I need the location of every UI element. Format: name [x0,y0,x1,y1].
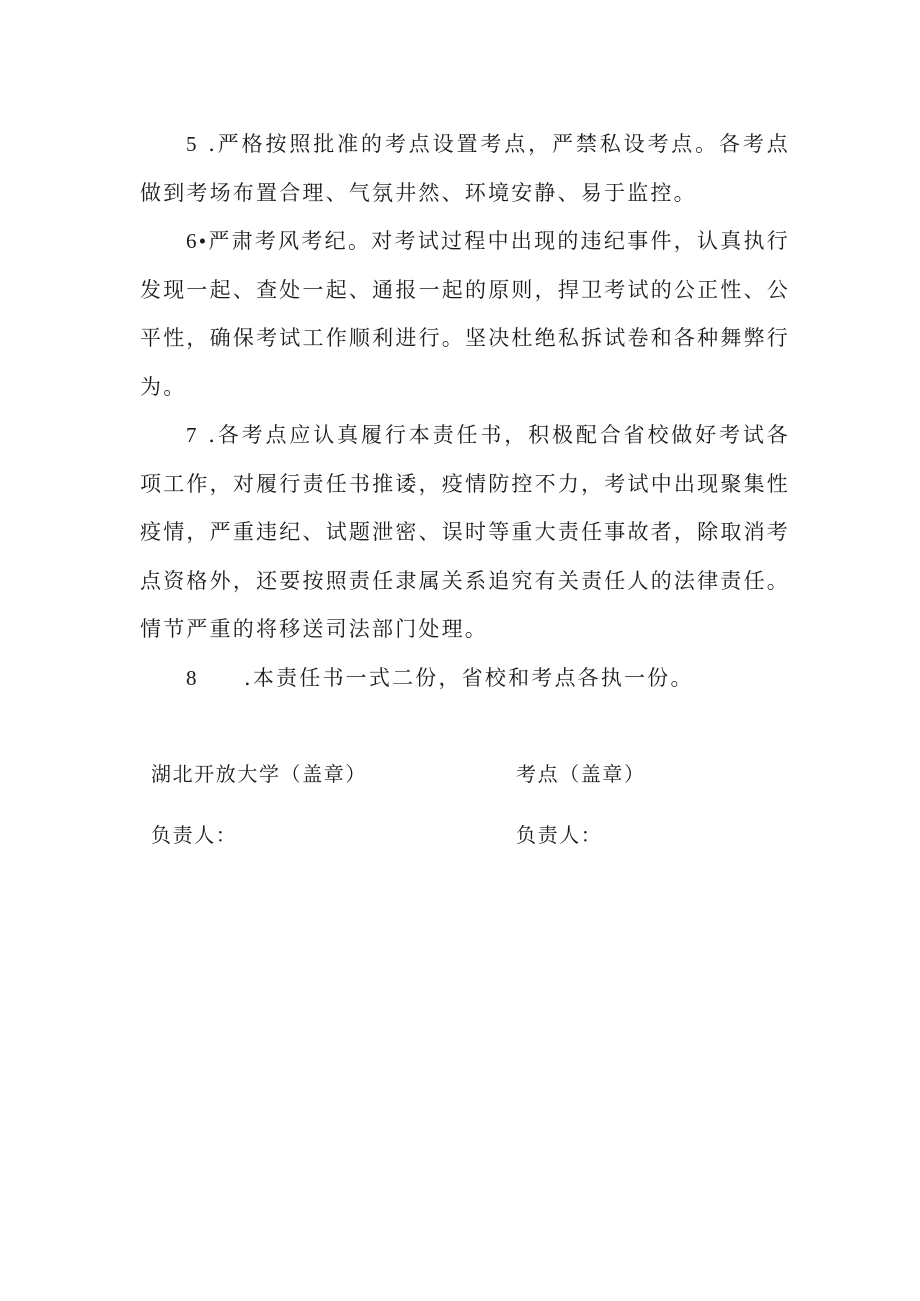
paragraph-text: .本责任书一式二份，省校和考点各执一份。 [244,665,694,690]
paragraph-number: 8 [186,665,199,690]
paragraph-number: 6• [186,229,209,253]
paragraph-5 [140,120,790,217]
signature-exam-site-person: 负责人： [516,823,603,847]
signature-university-seal: 湖北开放大学（盖章） [151,762,367,786]
paragraph-7 [140,411,790,654]
paragraph-number: 7 [186,423,199,447]
signature-exam-site-seal: 考点（盖章） [516,762,646,786]
signature-university-person: 负责人： [151,823,238,847]
paragraph-8 [140,654,790,703]
paragraph-6 [140,217,790,411]
paragraph-text: .各考点应认真履行本责任书，积极配合省校做好考试各项工作，对履行责任书推诿，疫情防控不力，考试中出现聚集性疫情，严重违纪、试题泄密、误时等重大责任事故者，除取消考点资格外，还要按照责任隶属关系追究有关责任人的法律责任。情节严重的将移送司法部门处理。 [140,423,790,641]
document-body [140,120,790,702]
paragraph-number: 5 [186,132,199,156]
paragraph-text: .严格按照批准的考点设置考点，严禁私设考点。各考点做到考场布置合理、气氛井然、环境安静、易于监控。 [140,132,790,205]
paragraph-text: 严肃考风考纪。对考试过程中出现的违纪事件，认真执行发现一起、查处一起、通报一起的原则，捍卫考试的公正性、公平性，确保考试工作顺利进行。坚决杜绝私拆试卷和各种舞弊行为。 [140,229,790,399]
